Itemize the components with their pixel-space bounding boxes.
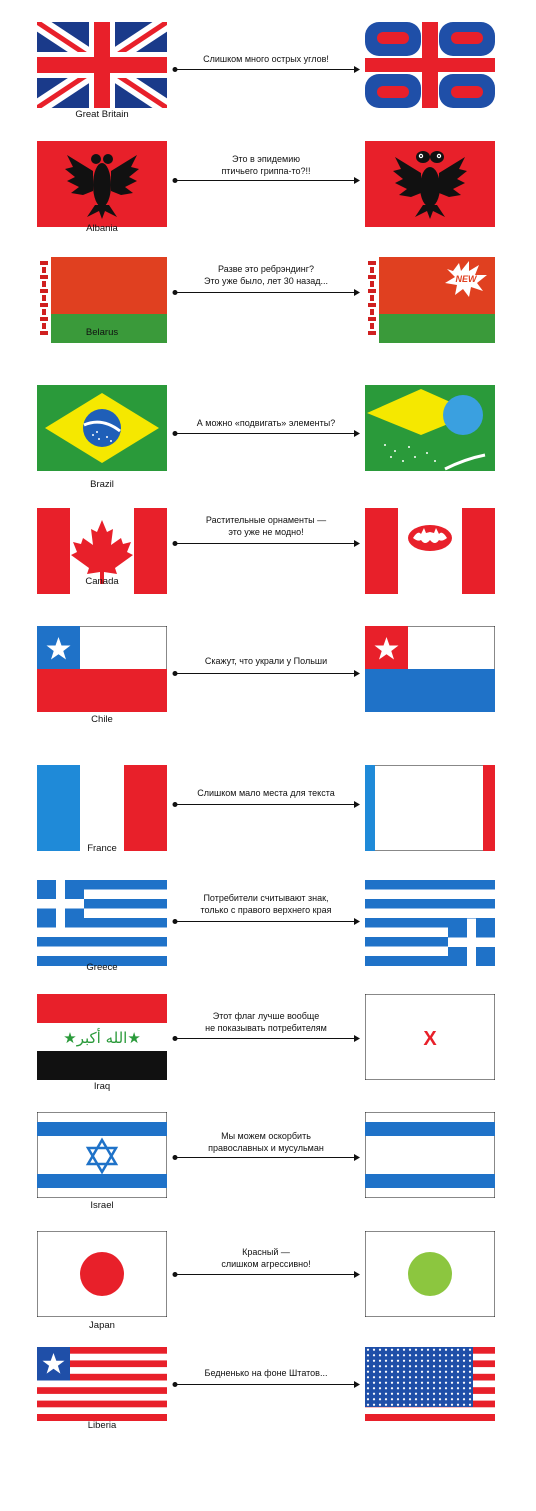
arrow xyxy=(172,1271,360,1278)
flag-albania-original xyxy=(37,141,167,227)
comment-label: Слишком много острых углов! xyxy=(203,54,329,64)
row-brazil xyxy=(0,385,536,490)
comment-label: Слишком мало места для текста xyxy=(197,788,335,798)
country-label: France xyxy=(87,843,117,854)
country-label: Liberia xyxy=(87,1420,117,1431)
comment-label: Потребители считывают знак, только с правого верхнего края xyxy=(200,893,332,915)
flag-japan-original xyxy=(37,1231,167,1317)
row-great-britain xyxy=(0,22,536,122)
comment-label: Разве это ребрэндинг? Это уже было, лет 30 назад... xyxy=(204,264,328,286)
row-liberia xyxy=(0,1347,536,1447)
row-israel xyxy=(0,1112,536,1212)
country-label: Japan xyxy=(89,1320,115,1331)
flag-brazil-original xyxy=(37,385,167,471)
arrow xyxy=(172,430,360,437)
country-label: Greece xyxy=(86,962,118,973)
country-label: Great Britain xyxy=(75,109,129,120)
arrow xyxy=(172,918,360,925)
country-label: Albania xyxy=(86,223,118,234)
country-label: Israel xyxy=(90,1200,114,1211)
new-badge-text: NEW xyxy=(455,274,477,284)
row-chile xyxy=(0,626,536,726)
flag-chile-redesign xyxy=(365,626,495,712)
comment-label: Мы можем оскорбить православных и мусульман xyxy=(208,1131,324,1153)
row-albania xyxy=(0,141,536,241)
arrow xyxy=(172,177,360,184)
flag-brazil-redesign xyxy=(365,385,495,471)
flag-liberia-redesign xyxy=(365,1347,495,1421)
arrow xyxy=(172,540,360,547)
flag-france-redesign xyxy=(365,765,495,851)
row-canada xyxy=(0,508,536,608)
row-france xyxy=(0,765,536,865)
country-label: Brazil xyxy=(90,479,114,490)
flag-iraq-redesign xyxy=(365,994,495,1080)
comment-label: Этот флаг лучше вообще не показывать потребителям xyxy=(205,1011,327,1033)
flag-greece-original xyxy=(37,880,167,966)
country-label: Belarus xyxy=(85,327,119,338)
arrow xyxy=(172,1154,360,1161)
comment-label: Это в эпидемию птичьего гриппа-то?!! xyxy=(221,154,311,176)
flag-israel-redesign xyxy=(365,1112,495,1198)
arrow xyxy=(172,66,360,73)
flag-france-original xyxy=(37,765,167,851)
row-japan xyxy=(0,1231,536,1331)
comment-label: Красный — слишком агрессивно! xyxy=(221,1247,311,1269)
flag-iraq-original xyxy=(37,994,167,1080)
comment-label: Бедненько на фоне Штатов... xyxy=(204,1368,328,1378)
comment-label: Растительные орнаменты — это уже не модно! xyxy=(205,515,327,537)
arrow xyxy=(172,1035,360,1042)
flag-great-britain-original xyxy=(37,22,167,108)
row-greece xyxy=(0,880,536,980)
country-label: Iraq xyxy=(93,1081,111,1092)
comment-label: Скажут, что украли у Польши xyxy=(204,656,328,666)
country-label: Chile xyxy=(91,714,113,725)
row-belarus xyxy=(0,257,536,357)
flag-great-britain-redesign xyxy=(365,22,495,108)
flag-albania-redesign xyxy=(365,141,495,227)
flag-belarus-redesign xyxy=(365,257,495,343)
flag-liberia-original xyxy=(37,1347,167,1421)
flag-canada-redesign xyxy=(365,508,495,594)
arrow xyxy=(172,801,360,808)
country-label: Canada xyxy=(85,576,119,587)
comment-label: А можно «подвигать» элементы? xyxy=(196,418,336,428)
arrow xyxy=(172,670,360,677)
arrow xyxy=(172,1381,360,1388)
flag-greece-redesign xyxy=(365,880,495,966)
flag-japan-redesign xyxy=(365,1231,495,1317)
iraq-flag-inscription: ★الله أكبر★ xyxy=(63,1029,141,1047)
flag-chile-original xyxy=(37,626,167,712)
arrow xyxy=(172,289,360,296)
row-iraq xyxy=(0,994,536,1094)
cross-mark: X xyxy=(423,1028,437,1050)
flag-israel-original xyxy=(37,1112,167,1198)
